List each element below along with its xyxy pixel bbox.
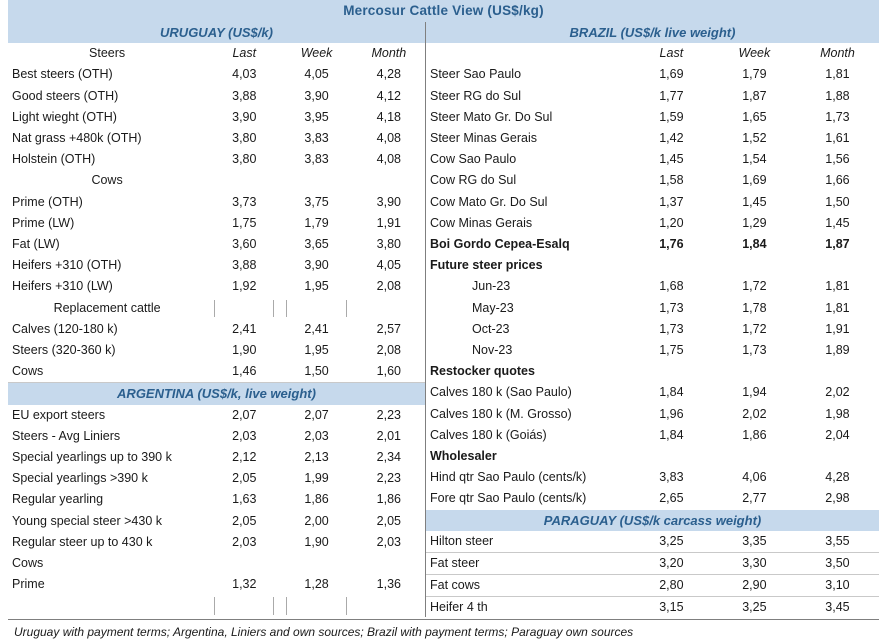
row-week: 3,75 — [304, 194, 329, 209]
row-last: 1,96 — [659, 406, 684, 421]
row-last: 1,20 — [659, 215, 684, 230]
table-row — [426, 425, 879, 446]
row-last: 1,46 — [208, 361, 280, 383]
row-month: 2,34 — [376, 450, 402, 465]
row-week: 2,77 — [742, 491, 767, 506]
argentina-header: ARGENTINA (US$/k, live weight) — [8, 383, 425, 405]
row-label: Special yearlings >390 k — [12, 471, 148, 486]
paraguay-band-row — [426, 510, 879, 531]
row-label: Oct-23 — [472, 321, 510, 336]
row-week: 3,83 — [304, 152, 329, 167]
table-row — [8, 149, 425, 170]
row-label: Calves 180 k (Goiás) — [430, 427, 547, 442]
row-month: 2,03 — [376, 534, 402, 549]
row-label: Hind qtr Sao Paulo (cents/k) — [430, 470, 587, 485]
row-last: 1,58 — [659, 173, 684, 188]
row-week: 1,79 — [304, 215, 329, 230]
row-month: 1,81 — [825, 67, 850, 82]
row-label: Steer Mato Gr. Do Sul — [430, 109, 553, 124]
row-month: 2,08 — [376, 279, 402, 294]
row-label: Regular steer up to 430 k — [12, 534, 153, 549]
row-week: 1,54 — [742, 152, 767, 167]
row-week: 1,87 — [742, 88, 767, 103]
row-last: 2,05 — [232, 513, 257, 528]
row-month: 2,57 — [376, 321, 402, 336]
row-label: Boi Gordo Cepea-Esalq — [430, 237, 570, 252]
row-week: 1,29 — [742, 215, 767, 230]
brazil-column-headers — [426, 43, 879, 64]
table-row — [8, 213, 425, 234]
col-last: Last — [659, 46, 684, 61]
col-month: Month — [820, 46, 855, 61]
row-month: 1,45 — [825, 215, 850, 230]
row-label: Best steers (OTH) — [12, 67, 113, 82]
row-week: 2,00 — [304, 513, 329, 528]
future-steer-prices-label: Future steer prices — [430, 258, 543, 273]
row-month: 1,81 — [825, 279, 850, 294]
table-row — [426, 276, 879, 297]
row-last: 3,80 — [232, 152, 257, 167]
row-last: 2,05 — [232, 471, 257, 486]
row-week: 1,72 — [742, 321, 767, 336]
row-last: 1,75 — [232, 215, 257, 230]
row-month: 1,86 — [376, 492, 402, 507]
row-week: 3,30 — [713, 553, 796, 575]
cows-section-label: Cows — [91, 173, 123, 188]
row-week: 3,90 — [304, 258, 329, 273]
row-last: 1,90 — [232, 343, 257, 358]
row-week: 1,99 — [304, 471, 329, 486]
row-label: Steer Sao Paulo — [430, 67, 522, 82]
row-week: 1,95 — [304, 279, 329, 294]
row-label: Steers (320-360 k) — [12, 343, 116, 358]
row-last: 3,88 — [232, 258, 257, 273]
row-label: Hilton steer — [426, 531, 630, 553]
row-label: Nat grass +480k (OTH) — [12, 131, 142, 146]
row-last: 2,80 — [630, 575, 713, 597]
future-section-row — [426, 255, 879, 276]
row-last: 1,42 — [659, 131, 684, 146]
row-month: 1,98 — [825, 406, 850, 421]
row-last: 1,73 — [659, 321, 684, 336]
row-label: Regular yearling — [12, 492, 104, 507]
row-week: 3,90 — [304, 88, 329, 103]
row-last: 1,32 — [232, 577, 257, 592]
row-last: 4,03 — [232, 67, 257, 82]
row-label: Cow Mato Gr. Do Sul — [430, 194, 548, 209]
row-week: 3,25 — [742, 600, 767, 615]
row-label: Calves (120-180 k) — [12, 321, 118, 336]
row-month: 2,01 — [376, 428, 402, 443]
table-row — [426, 107, 879, 128]
row-label: Cow Minas Gerais — [430, 215, 533, 230]
row-last: 3,83 — [659, 470, 684, 485]
row-week: 2,07 — [304, 407, 329, 422]
row-label: Cows — [8, 361, 208, 383]
row-last: 1,84 — [659, 385, 684, 400]
row-label: Cow Sao Paulo — [430, 152, 517, 167]
row-month: 4,18 — [376, 109, 402, 124]
col-last: Last — [232, 46, 257, 61]
row-month: 4,12 — [376, 88, 402, 103]
row-week: 3,35 — [713, 531, 796, 553]
table-row — [8, 405, 425, 426]
row-last: 1,92 — [232, 279, 257, 294]
uruguay-cows-section-row — [8, 170, 425, 191]
row-last: 1,77 — [659, 88, 684, 103]
row-label: Prime (OTH) — [12, 194, 83, 209]
row-last: 3,60 — [232, 237, 257, 252]
table-row — [8, 511, 425, 532]
row-week: 2,02 — [742, 406, 767, 421]
row-label: EU export steers — [12, 407, 106, 422]
table-row — [426, 298, 879, 319]
row-label: Prime — [12, 577, 45, 592]
row-month: 1,89 — [825, 343, 850, 358]
row-last: 3,15 — [659, 600, 684, 615]
row-label: Fat cows — [426, 575, 630, 597]
row-week: 1,73 — [742, 343, 767, 358]
uruguay-band-row — [8, 22, 425, 43]
row-month: 1,50 — [825, 194, 850, 209]
row-label: Young special steer >430 k — [12, 513, 162, 528]
brazil-band-row — [426, 22, 879, 43]
table-row — [8, 319, 425, 340]
row-label: Good steers (OTH) — [12, 88, 119, 103]
replacement-section-label: Replacement cattle — [53, 300, 161, 315]
row-last: 3,25 — [630, 531, 713, 553]
row-label: Heifers +310 (OTH) — [12, 258, 122, 273]
right-column — [426, 22, 879, 619]
row-last: 1,76 — [659, 237, 684, 252]
row-label: Calves 180 k (M. Grosso) — [430, 406, 572, 421]
table-row — [426, 192, 879, 213]
table-row — [8, 426, 425, 447]
table-row — [426, 319, 879, 340]
col-week: Week — [300, 46, 333, 61]
row-week: 1,90 — [304, 534, 329, 549]
row-label: May-23 — [472, 300, 514, 315]
row-last: 1,75 — [659, 343, 684, 358]
row-month: 1,91 — [825, 321, 850, 336]
paraguay-header: PARAGUAY (US$/k carcass weight) — [426, 510, 879, 531]
row-last: 3,80 — [232, 131, 257, 146]
row-week: 1,86 — [304, 492, 329, 507]
row-label: Heifers +310 (LW) — [12, 279, 113, 294]
row-last: 3,88 — [232, 88, 257, 103]
table-row — [426, 531, 879, 553]
row-month: 1,61 — [825, 131, 850, 146]
table-row — [8, 340, 425, 361]
row-last: 2,03 — [232, 428, 257, 443]
table-row — [426, 404, 879, 425]
table-row — [426, 488, 879, 509]
table-row — [426, 575, 879, 597]
row-month: 4,08 — [376, 131, 402, 146]
wholesaler-label: Wholesaler — [430, 449, 497, 464]
row-week: 1,50 — [280, 361, 352, 383]
row-month: 2,23 — [376, 407, 402, 422]
row-label: Fat steer — [426, 553, 630, 575]
row-label: Holstein (OTH) — [12, 152, 96, 167]
table-row — [8, 489, 425, 510]
table-row — [8, 107, 425, 128]
row-month: 2,98 — [825, 491, 850, 506]
row-last: 1,37 — [659, 194, 684, 209]
row-week: 1,78 — [742, 300, 767, 315]
row-last: 1,84 — [659, 427, 684, 442]
row-month: 1,88 — [825, 88, 850, 103]
row-week: 2,13 — [304, 450, 329, 465]
row-label: Light wieght (OTH) — [12, 109, 117, 124]
row-last: 1,45 — [659, 152, 684, 167]
boi-gordo-row — [426, 234, 879, 255]
row-label: Cow RG do Sul — [430, 173, 517, 188]
table-row — [8, 468, 425, 489]
row-last: 2,12 — [232, 450, 257, 465]
row-last: 1,68 — [659, 279, 684, 294]
row-week: 1,28 — [304, 577, 329, 592]
table-row — [426, 64, 879, 85]
row-week: 1,95 — [304, 343, 329, 358]
row-week: 1,79 — [742, 67, 767, 82]
steers-section-label: Steers — [89, 46, 126, 61]
row-month: 3,80 — [376, 237, 402, 252]
argentina-band-row — [8, 383, 425, 405]
row-last: 2,65 — [659, 491, 684, 506]
row-month: 1,91 — [376, 215, 402, 230]
row-month: 1,56 — [825, 152, 850, 167]
row-month: 2,23 — [376, 471, 402, 486]
table-row — [8, 361, 425, 383]
row-last: 3,73 — [232, 194, 257, 209]
replacement-section-row — [8, 298, 425, 319]
row-week: 2,90 — [713, 575, 796, 597]
row-month: 4,28 — [825, 470, 850, 485]
restocker-section-row — [426, 361, 879, 382]
row-week: 2,03 — [304, 428, 329, 443]
row-label: Steer Minas Gerais — [430, 131, 537, 146]
row-last: 2,03 — [232, 534, 257, 549]
uruguay-column-headers — [8, 43, 425, 64]
restocker-quotes-label: Restocker quotes — [430, 364, 535, 379]
row-last: 1,59 — [659, 109, 684, 124]
row-week: 3,95 — [304, 109, 329, 124]
row-month: 1,87 — [825, 237, 850, 252]
table-row — [8, 532, 425, 553]
row-month: 2,05 — [376, 513, 402, 528]
table-row — [8, 574, 425, 595]
row-week: 4,05 — [304, 67, 329, 82]
row-month: 3,45 — [825, 600, 850, 615]
row-label: Fore qtr Sao Paulo (cents/k) — [430, 491, 587, 506]
row-label: Calves 180 k (Sao Paulo) — [430, 385, 572, 400]
row-week: 4,06 — [742, 470, 767, 485]
left-table — [8, 22, 425, 617]
row-week: 1,86 — [742, 427, 767, 442]
argentina-cows-label: Cows — [12, 556, 44, 571]
row-label: Jun-23 — [472, 279, 511, 294]
row-week: 1,94 — [742, 385, 767, 400]
row-last: 1,69 — [659, 67, 684, 82]
table-row — [8, 234, 425, 255]
row-month: 2,02 — [825, 385, 850, 400]
row-last: 3,20 — [630, 553, 713, 575]
row-month: 3,55 — [796, 531, 879, 553]
table-row — [8, 276, 425, 297]
row-month: 1,73 — [825, 109, 850, 124]
row-week: 1,84 — [742, 237, 767, 252]
row-last: 1,73 — [659, 300, 684, 315]
row-label: Nov-23 — [472, 343, 513, 358]
row-week: 1,45 — [742, 194, 767, 209]
two-column-body — [8, 22, 879, 619]
table-row — [426, 553, 879, 575]
col-month: Month — [371, 46, 407, 61]
row-month: 1,60 — [353, 361, 425, 383]
table-row — [426, 149, 879, 170]
row-week: 1,69 — [742, 173, 767, 188]
col-week: Week — [738, 46, 771, 61]
footnote: Uruguay with payment terms; Argentina, Liniers and own sources; Brazil with payment terms; Paraguay own sources — [8, 619, 879, 639]
row-label: Special yearlings up to 390 k — [12, 450, 172, 465]
row-week: 1,72 — [742, 279, 767, 294]
table-row — [426, 382, 879, 403]
row-label: Steers - Avg Liniers — [12, 428, 121, 443]
row-label: Steer RG do Sul — [430, 88, 522, 103]
left-column — [8, 22, 426, 617]
row-week: 2,41 — [304, 321, 329, 336]
table-row — [426, 170, 879, 191]
row-week: 1,52 — [742, 131, 767, 146]
wholesaler-section-row — [426, 446, 879, 467]
argentina-cows-section-row — [8, 553, 425, 574]
table-row — [8, 255, 425, 276]
table-row — [426, 467, 879, 488]
row-month: 3,90 — [376, 194, 402, 209]
row-month: 1,81 — [825, 300, 850, 315]
brazil-header: BRAZIL (US$/k live weight) — [426, 22, 879, 43]
row-month: 4,05 — [376, 258, 402, 273]
row-week: 3,65 — [304, 237, 329, 252]
table-row — [8, 192, 425, 213]
row-week: 1,65 — [742, 109, 767, 124]
row-month: 3,50 — [796, 553, 879, 575]
uruguay-header: URUGUAY (US$/k) — [8, 22, 425, 43]
row-week: 3,83 — [304, 131, 329, 146]
table-row — [426, 597, 879, 619]
row-label: Prime (LW) — [12, 215, 75, 230]
row-label: Heifer 4 th — [430, 600, 488, 615]
right-table — [426, 22, 879, 619]
row-month: 2,04 — [825, 427, 850, 442]
table-row — [8, 86, 425, 107]
row-last: 1,63 — [232, 492, 257, 507]
row-month: 4,28 — [376, 67, 402, 82]
table-row — [426, 86, 879, 107]
row-month: 3,10 — [796, 575, 879, 597]
table-row — [426, 340, 879, 361]
row-month: 1,66 — [825, 173, 850, 188]
row-month: 2,08 — [376, 343, 402, 358]
table-row — [8, 64, 425, 85]
row-last: 2,41 — [232, 321, 257, 336]
table-row — [426, 213, 879, 234]
row-label: Fat (LW) — [12, 237, 60, 252]
row-last: 2,07 — [232, 407, 257, 422]
row-month: 1,36 — [376, 577, 402, 592]
page-title: Mercosur Cattle View (US$/kg) — [8, 0, 879, 22]
row-last: 3,90 — [232, 109, 257, 124]
table-row — [426, 128, 879, 149]
table-row — [8, 128, 425, 149]
table-row — [8, 447, 425, 468]
row-month: 4,08 — [376, 152, 402, 167]
